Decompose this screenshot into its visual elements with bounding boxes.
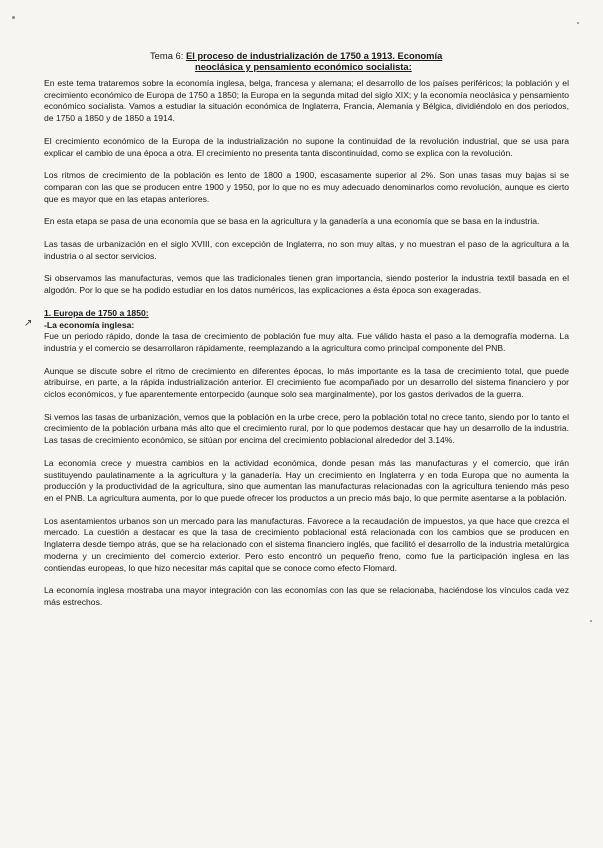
section-heading: 1. Europa de 1750 a 1850: (44, 307, 149, 318)
scan-speck (12, 16, 15, 19)
title-number: Tema 6: (150, 50, 186, 61)
paragraph: En este tema trataremos sobre la economía inglesa, belga, francesa y alemana; el desarrollo de los países periféricos; la población y el crecimiento económico de Europa de 1750 a 1850; la Europa en la segunda mitad del siglo XIX; y la economía neoclásica y pensamiento económico socialista. Vamos a estudiar la situación económica de Inglaterra, Francia, Alemania y Bélgica, dividiéndolo en dos periodos, de 1750 a 1850 y de 1850 a 1914. (44, 78, 569, 124)
paragraph: Fue un periodo rápido, donde la tasa de crecimiento de población fue muy alta. Fue válido hasta el paso a la demografía moderna. La industria y el comercio se desarrollaron rápidamente, reemplazando a la agricultura como principal componente del PNB. (44, 331, 569, 353)
paragraph: Los ritmos de crecimiento de la población es lento de 1800 a 1900, escasamente superior al 2%. Son unas tasas muy bajas si se comparan con las que se producen entre 1900 y 1950, por lo que no es muy adecuado denominarlos como revolución, aunque es cierto que es mayor que en las etapas anteriores. (44, 170, 569, 204)
document-title (150, 50, 480, 72)
scan-speck (590, 620, 592, 622)
section-subheading: -La economía inglesa: (44, 319, 135, 330)
paragraph: La economía crece y muestra cambios en la actividad económica, donde pesan más las manufacturas y el comercio, que irán sustituyendo paulatinamente a la agricultura y la ganadería. Hay un crecimiento en Inglaterra y en toda Europa que no aumenta la producción y la productividad de la agricultura, sino que aumentan las manufacturas relacionadas con la agricultura teniendo más peso en el PNB. La agricultura aumenta, por lo que puede ofrecer los productos a un precio más bajo, lo que permite asentarse a la población. (44, 457, 569, 503)
paragraph: La economía inglesa mostraba una mayor integración con las economías con las que se relacionaba, haciéndose los vínculos cada vez más estrechos. (44, 585, 569, 607)
paragraph: Si vemos las tasas de urbanización, vemos que la población en la urbe crece, pero la población total no crece tanto, siendo por lo tanto el crecimiento de la población urbana más alto que el crecimiento rural, por lo que podemos destacar que hay un desarrollo de la industria. Las tasas de crecimiento económico, se sitúan por encima del crecimiento poblacional alrededor del 3.14%. (44, 411, 569, 446)
scan-speck (577, 22, 579, 24)
title-line-2: neoclásica y pensamiento económico socialista: (195, 61, 412, 72)
paragraph: En esta etapa se pasa de una economía que se basa en la agricultura y la ganadería a una economía que se basa en la industria. (44, 216, 540, 227)
paragraph: Si observamos las manufacturas, vemos que las tradicionales tienen gran importancia, siendo posterior la industria textil basada en el algodón. Por lo que se ha podido estudiar en los datos numéricos, las explicaciones a ésta época son exageradas. (44, 273, 569, 296)
margin-pen-mark: ↗ (24, 318, 33, 329)
title-line-1: El proceso de industrialización de 1750 a 1913. Economía (185, 50, 443, 61)
paragraph: Aunque se discute sobre el ritmo de crecimiento en diferentes épocas, lo más importante es la tasa de crecimiento total, que puede atribuirse, en parte, a la rápida industrialización anterior. El crecimiento fue acompañado por un desarrollo del sistema financiero y por ciclos económicos, y fue aparentemente entorpecido (aunque solo sea marginalmente), por los gastos derivados de la guerra. (44, 365, 569, 400)
document-body (44, 78, 569, 620)
paragraph: Las tasas de urbanización en el siglo XVIII, con excepción de Inglaterra, no son muy altas, y no muestran el paso de la agricultura a la industria o al sector servicios. (44, 239, 569, 261)
paragraph: El crecimiento económico de la Europa de la industrialización no supone la continuidad de la revolución industrial, que se usa para explicar el cambio de una época a otra. El crecimiento no presenta tanta discontinuidad, como se explica con la revolución. (44, 135, 569, 158)
paragraph: Los asentamientos urbanos son un mercado para las manufacturas. Favorece a la recaudación de impuestos, ya que hace que crezca el mercado. La cuestión a destacar es que la tasa de crecimiento poblacional está relacionada con los cambios que se producen en Inglaterra desde tiempo atrás, que se ha relacionado con el sistema financiero inglés, que facilitó el desarrollo de la industria metalúrgica moderna y un crecimiento del comercio exterior. Pero esto encontró un pequeño freno, como fue la participación inglesa en las contiendas europeas, lo que hizo necesitar más capital que se conoce como efecto Flomard. (44, 515, 569, 573)
